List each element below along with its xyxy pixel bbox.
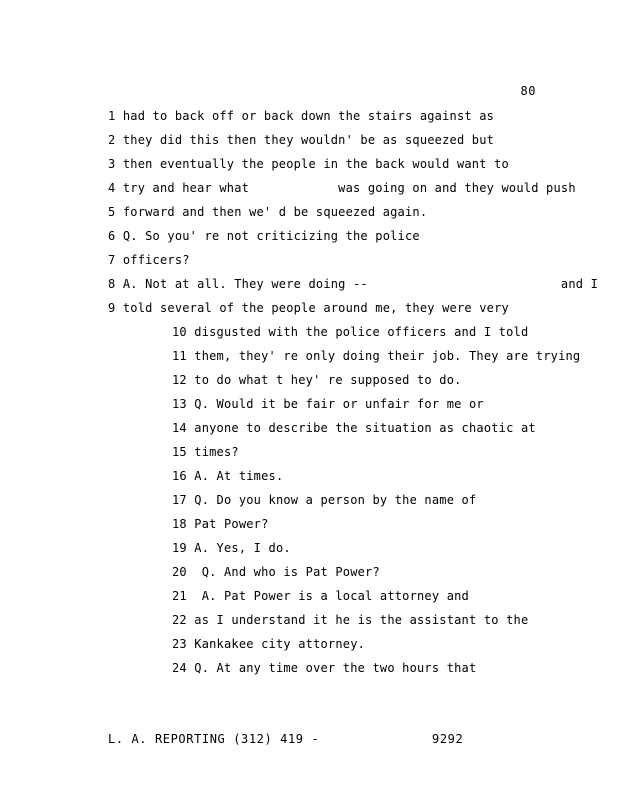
transcript-line: 9 told several of the people around me, they were very — [108, 301, 509, 315]
transcript-line: 24 Q. At any time over the two hours that — [172, 661, 477, 675]
transcript-line: 14 anyone to describe the situation as chaotic at — [172, 421, 536, 435]
transcript-line: 16 A. At times. — [172, 469, 284, 483]
transcript-line: 18 Pat Power? — [172, 517, 269, 531]
transcript-line: 10 disgusted with the police officers and I told — [172, 325, 529, 339]
transcript-line: 22 as I understand it he is the assistant to the — [172, 613, 529, 627]
transcript-line: 7 officers? — [108, 253, 190, 267]
transcript-line: 8 A. Not at all. They were doing -- and I — [108, 277, 599, 291]
transcript-line: 11 them, they' re only doing their job. They are trying — [172, 349, 581, 363]
transcript-line: 17 Q. Do you know a person by the name of — [172, 493, 477, 507]
transcript-line: 4 try and hear what was going on and they would push — [108, 181, 576, 195]
page-number: 80 — [520, 84, 536, 98]
transcript-line: 23 Kankakee city attorney. — [172, 637, 366, 651]
footer-phone-suffix: 9292 — [432, 732, 464, 746]
transcript-line: 6 Q. So you' re not criticizing the police — [108, 229, 420, 243]
transcript-line: 12 to do what t hey' re supposed to do. — [172, 373, 462, 387]
footer-reporter: L. A. REPORTING (312) 419 - — [108, 732, 320, 746]
transcript-line: 3 then eventually the people in the back would want to — [108, 157, 509, 171]
transcript-line: 2 they did this then they wouldn' be as squeezed but — [108, 133, 495, 147]
transcript-line: 21 A. Pat Power is a local attorney and — [172, 589, 469, 603]
transcript-line: 15 times? — [172, 445, 239, 459]
transcript-line: 20 Q. And who is Pat Power? — [172, 565, 380, 579]
transcript-line: 1 had to back off or back down the stairs against as — [108, 109, 495, 123]
transcript-line: 19 A. Yes, I do. — [172, 541, 291, 555]
transcript-line: 5 forward and then we' d be squeezed again. — [108, 205, 428, 219]
transcript-line: 13 Q. Would it be fair or unfair for me or — [172, 397, 484, 411]
